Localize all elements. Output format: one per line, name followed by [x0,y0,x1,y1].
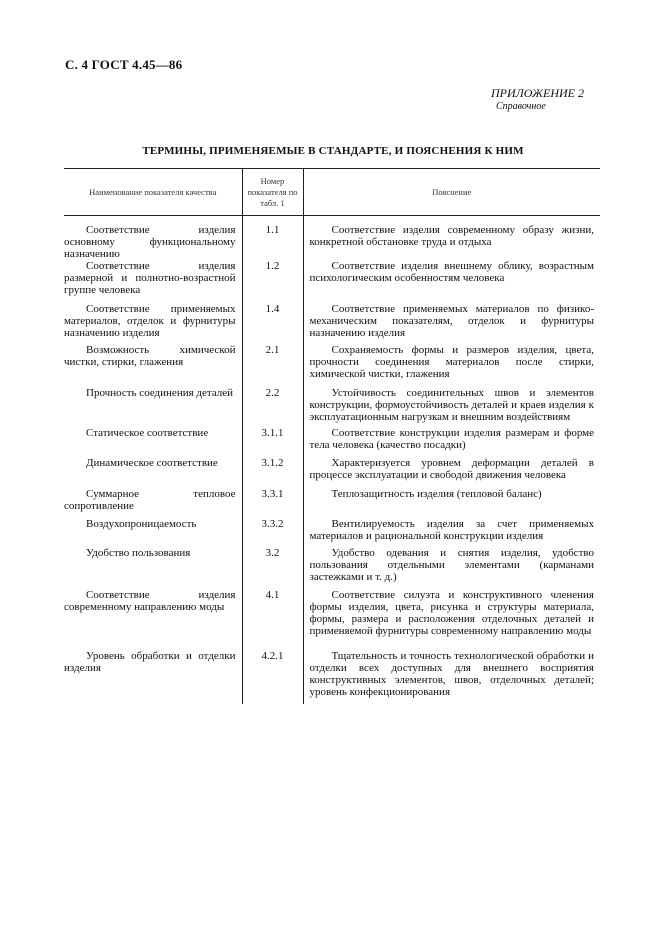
indicator-number: 4.2.1 [242,650,303,704]
indicator-explanation: Соответствие конструкции изделия размерам и форме тела человека (качество посадки) [309,427,594,451]
indicator-explanation: Характеризуется уровнем деформации деталей в процессе эксплуатации и свободой движения человека [309,457,594,481]
indicator-name: Соответствие изделия основному функциональному назначению [64,224,236,260]
table-row [64,260,600,303]
column-header-name: Наименование показателя качества [64,169,242,216]
indicator-number: 3.2 [242,547,303,589]
table-row [64,387,600,427]
indicator-number: 4.1 [242,589,303,650]
column-header-explanation: Пояснение [303,169,600,216]
indicator-explanation: Соответствие силуэта и конструктивного членения формы изделия, цвета, рисунка и структуры материала, формы, размера и расположения отделочных деталей и применяемой фурнитуры современному направлению моды [309,589,594,637]
table-row [64,457,600,488]
column-header-number: Номер показателя по табл. 1 [242,169,303,216]
indicator-explanation: Устойчивость соединительных швов и элементов конструкции, формоустойчивость деталей и краев изделия к эксплуатационным нагрузкам и внешним воздействиям [309,387,594,423]
indicator-explanation: Удобство одевания и снятия изделия, удобство пользования отдельными элементами (карманами застежками и т. д.) [309,547,594,583]
indicator-explanation: Вентилируемость изделия за счет применяемых материалов и рациональной конструкции изделия [309,518,594,542]
indicator-number: 1.2 [242,260,303,303]
indicator-name: Статическое соответствие [86,427,209,439]
table-row [64,303,600,344]
table-row [64,216,600,261]
terms-table [64,168,600,704]
indicator-explanation: Соответствие изделия внешнему облику, возрастным психологическим особенностям человека [309,260,594,284]
page-header: С. 4 ГОСТ 4.45—86 [65,57,183,72]
appendix-subtitle: Справочное [496,101,546,112]
table-row [64,518,600,547]
table-row [64,344,600,387]
indicator-name: Воздухопроницаемость [86,518,197,530]
appendix-title: ПРИЛОЖЕНИЕ 2 [491,86,584,100]
appendix-label [491,86,601,112]
indicator-explanation: Соответствие применяемых материалов по физико-механическим показателям, отделок и фурнитуры назначению изделия [309,303,594,339]
indicator-name: Соответствие изделия современному направлению моды [64,589,236,613]
indicator-number: 3.1.2 [242,457,303,488]
table-row [64,427,600,457]
indicator-name: Прочность соединения деталей [86,387,234,399]
indicator-name: Соответствие изделия размерной и полнотно-возрастной группе человека [64,260,236,296]
indicator-name: Динамическое соответствие [86,457,218,469]
indicator-number: 3.1.1 [242,427,303,457]
indicator-explanation: Тщательность и точность технологической обработки и отделки всех доступных для внешнего восприятия конструктивных элементов, швов, отделочных деталей; уровень конфекционирования [309,650,594,698]
indicator-explanation: Сохраняемость формы и размеров изделия, цвета, прочности соединения материалов после стирки, химической чистки, глажения [309,344,594,380]
indicator-name: Удобство пользования [86,547,191,559]
table-header-row [64,169,600,216]
indicator-number: 1.1 [242,216,303,261]
indicator-number: 3.3.1 [242,488,303,518]
table-row [64,650,600,704]
table-row [64,547,600,589]
indicator-number: 2.2 [242,387,303,427]
indicator-number: 3.3.2 [242,518,303,547]
indicator-explanation: Соответствие изделия современному образу жизни, конкретной обстановке труда и отдыха [309,224,594,248]
indicator-name: Уровень обработки и отделки изделия [64,650,236,674]
document-title: ТЕРМИНЫ, ПРИМЕНЯЕМЫЕ В СТАНДАРТЕ, И ПОЯСНЕНИЯ К НИМ [142,145,524,157]
indicator-number: 1.4 [242,303,303,344]
indicator-name: Возможность химической чистки, стирки, глажения [64,344,236,368]
indicator-explanation: Теплозащитность изделия (тепловой баланс) [331,488,542,500]
table-row [64,488,600,518]
indicator-name: Суммарное тепловое сопротивление [64,488,236,512]
indicator-name: Соответствие применяемых материалов, отделок и фурнитуры назначению изделия [64,303,236,339]
indicator-number: 2.1 [242,344,303,387]
table-row [64,589,600,650]
